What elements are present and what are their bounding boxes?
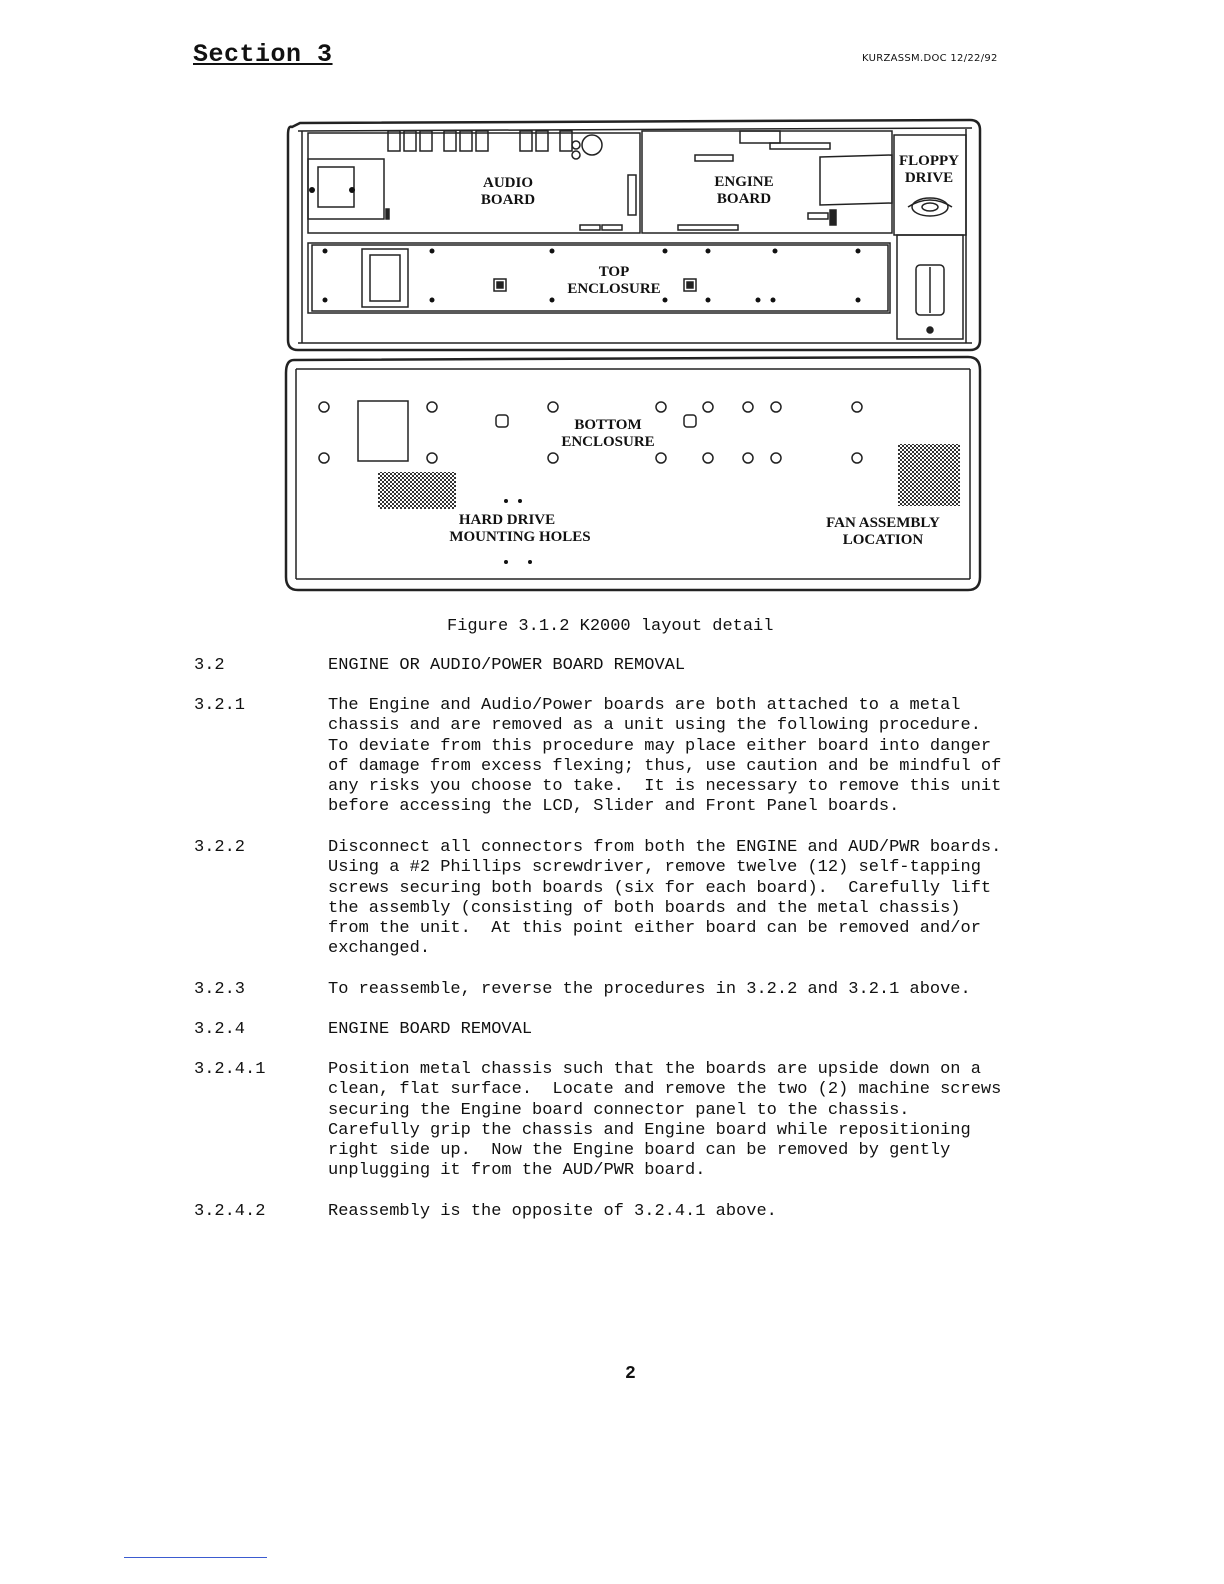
text-line: ENGINE BOARD REMOVAL [328, 1020, 533, 1039]
bottom-enclosure-label: ENCLOSURE [561, 434, 655, 450]
section-text [328, 696, 1088, 818]
audio-board-label: AUDIO [482, 175, 534, 191]
hard-drive-label: MOUNTING HOLES [449, 529, 591, 545]
document-reference: KURZASSM.DOC 12/22/92 [862, 53, 998, 64]
floppy-drive-label: FLOPPY [899, 153, 959, 169]
engine-board-label: BOARD [716, 191, 772, 207]
text-line: To deviate from this procedure may place either board into danger [328, 736, 992, 756]
section-title: Section 3 [193, 40, 333, 69]
text-line: screws securing both boards (six for each board). Carefully lift [328, 878, 992, 898]
text-line: of damage from excess flexing; thus, use caution and be mindful of [328, 756, 1002, 776]
section-number: 3.2.4.2 [194, 1202, 266, 1221]
section-text [328, 1020, 1088, 1040]
k2000-layout-diagram [280, 115, 985, 595]
text-line: Disconnect all connectors from both the ENGINE and AUD/PWR boards. [328, 838, 1002, 857]
text-line: clean, flat surface. Locate and remove the two (2) machine screws [328, 1080, 1002, 1100]
floppy-drive-label: DRIVE [904, 170, 954, 186]
text-line: right side up. Now the Engine board can be removed by gently [328, 1141, 951, 1161]
text-line: before accessing the LCD, Slider and Front Panel boards. [328, 797, 900, 817]
fan-assembly-label: FAN ASSEMBLY [826, 515, 940, 531]
text-line: To reassemble, reverse the procedures in 3.2.2 and 3.2.1 above. [328, 980, 971, 999]
text-line: exchanged. [328, 939, 431, 959]
section-text [328, 980, 1088, 1000]
text-line: Carefully grip the chassis and Engine board while repositioning [328, 1120, 971, 1140]
bottom-enclosure-label: BOTTOM [574, 417, 642, 433]
section-number: 3.2.3 [194, 980, 246, 999]
page-number: 2 [625, 1364, 636, 1384]
text-line: ENGINE OR AUDIO/POWER BOARD REMOVAL [328, 656, 686, 675]
text-line: from the unit. At this point either board can be removed and/or [328, 919, 981, 939]
text-line: unplugging it from the AUD/PWR board. [328, 1161, 706, 1181]
text-line: any risks you choose to take. It is necessary to remove this unit [328, 777, 1002, 797]
fan-assembly-label: LOCATION [842, 532, 924, 548]
text-line: Position metal chassis such that the boards are upside down on a [328, 1060, 981, 1079]
text-line: The Engine and Audio/Power boards are both attached to a metal [328, 696, 961, 715]
section-number: 3.2.1 [194, 696, 246, 715]
engine-board-label: ENGINE [714, 174, 774, 190]
audio-board-label: BOARD [480, 192, 536, 208]
section-number: 3.2.4.1 [194, 1060, 266, 1079]
figure-caption: Figure 3.1.2 K2000 layout detail [447, 617, 774, 636]
hard-drive-label: HARD DRIVE [458, 512, 556, 528]
text-line: the assembly (consisting of both boards and the metal chassis) [328, 898, 961, 918]
text-line: Reassembly is the opposite of 3.2.4.1 above. [328, 1202, 777, 1221]
text-line: Using a #2 Phillips screwdriver, remove twelve (12) self-tapping [328, 858, 981, 878]
layout-figure [280, 115, 985, 595]
footer-rule [124, 1557, 267, 1558]
text-line: securing the Engine board connector panel to the chassis. [328, 1100, 910, 1120]
section-text [328, 656, 1088, 676]
section-text [328, 1202, 1088, 1222]
section-text [328, 838, 1088, 960]
section-text [328, 1060, 1088, 1182]
section-number: 3.2.2 [194, 838, 246, 857]
section-number: 3.2.4 [194, 1020, 246, 1039]
top-enclosure-label: TOP [598, 264, 630, 280]
top-enclosure-label: ENCLOSURE [567, 281, 661, 297]
section-number: 3.2 [194, 656, 225, 675]
text-line: chassis and are removed as a unit using the following procedure. [328, 716, 981, 736]
